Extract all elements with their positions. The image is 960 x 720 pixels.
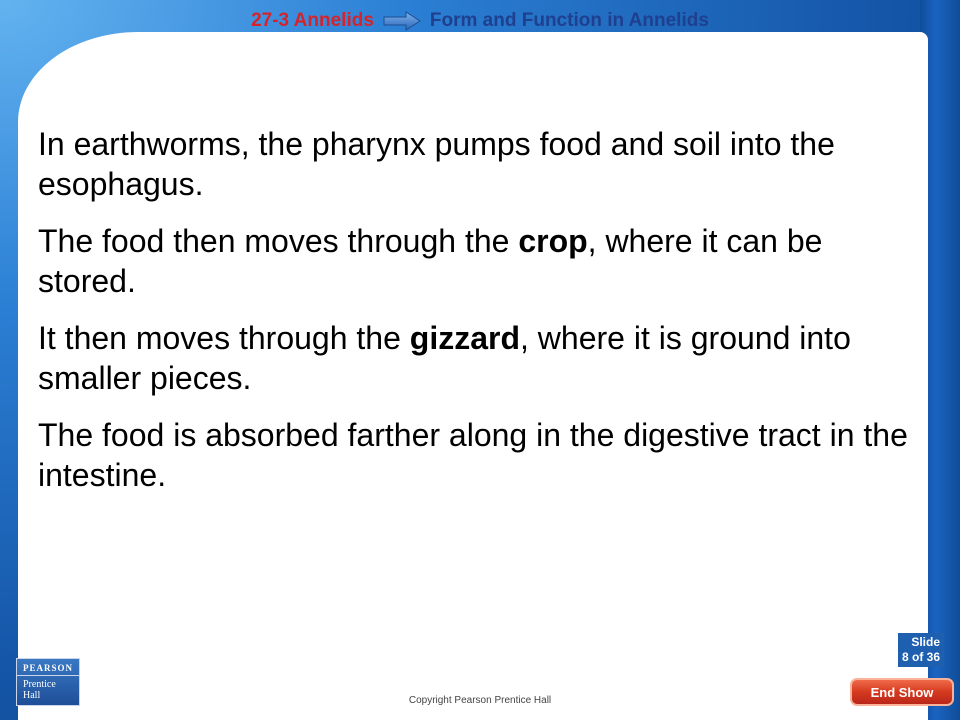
paragraph-crop <box>38 221 918 301</box>
slide-body <box>38 124 918 512</box>
paragraph-gizzard <box>38 318 918 398</box>
keyword-gizzard: gizzard <box>409 320 521 356</box>
paragraph-text: , where it is ground into smaller pieces. <box>38 320 851 396</box>
end-show-button[interactable]: End Show <box>850 678 954 706</box>
slide-position: 8 of 36 <box>901 650 940 664</box>
logo-pearson-text: PEARSON <box>17 659 79 676</box>
paragraph-text: The food then moves through the <box>38 223 519 259</box>
slide-label: Slide <box>911 635 940 649</box>
paragraph-text: It then moves through the <box>38 320 410 356</box>
paragraph-text: In earthworms, the pharynx pumps food and soil into the esophagus. <box>38 126 835 202</box>
paragraph-text: The food is absorbed farther along in the digestive tract in the intestine. <box>38 417 908 493</box>
slide-header <box>0 8 960 34</box>
paragraph-intestine <box>38 415 918 495</box>
section-label: 27-3 Annelids <box>251 10 374 31</box>
copyright-notice: Copyright Pearson Prentice Hall <box>408 695 552 706</box>
logo-prentice-text: Prentice <box>23 679 56 690</box>
paragraph-text: , where it can be stored. <box>38 223 823 299</box>
paragraph-pharynx <box>38 124 918 204</box>
keyword-crop: crop <box>518 223 588 259</box>
logo-hall-text: Hall <box>23 690 41 701</box>
topic-label: Form and Function in Annelids <box>429 10 709 31</box>
right-arrow-icon <box>382 11 422 31</box>
slide-counter <box>898 633 944 667</box>
